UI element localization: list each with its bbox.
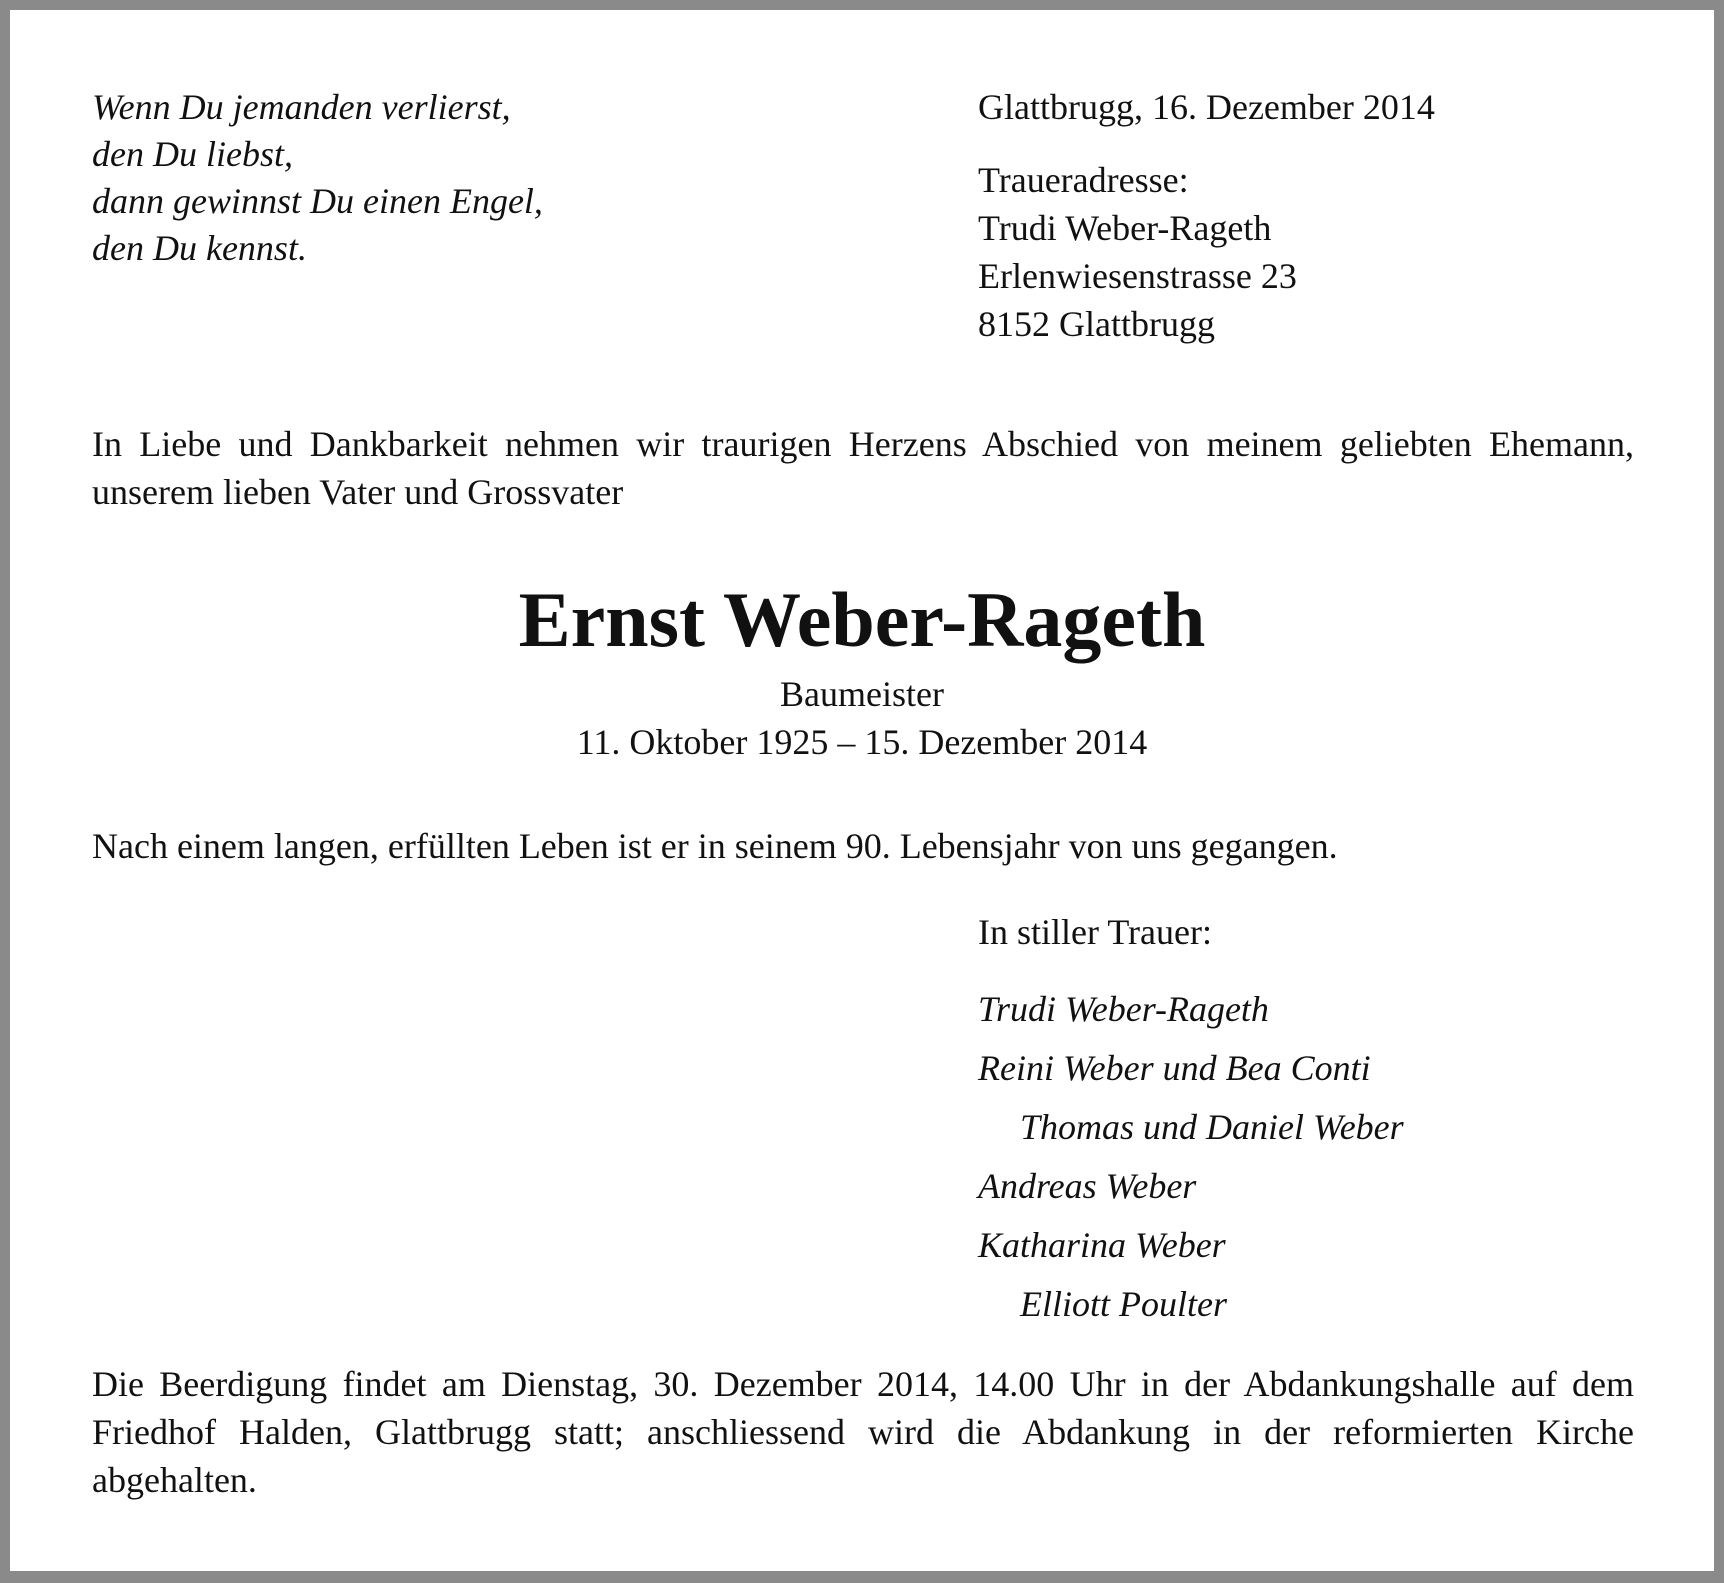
- mourner-name: Thomas und Daniel Weber: [1020, 1107, 1404, 1147]
- deceased-lifespan: 11. Oktober 1925 – 15. Dezember 2014: [576, 722, 1148, 762]
- mourning-address-street: Erlenwiesenstrasse 23: [978, 256, 1297, 296]
- obituary-page: [10, 10, 1714, 1571]
- poem-line-4: den Du kennst.: [92, 228, 307, 268]
- mourning-heading: In stiller Trauer:: [978, 912, 1212, 952]
- mourner-name: Katharina Weber: [978, 1225, 1226, 1265]
- funeral-text: Die Beerdigung findet am Dienstag, 30. Dezember 2014, 14.00 Uhr in der Abdankungshalle auf dem Friedhof Halden, Glattbrugg statt; anschliessend wird die Abdankung in der reformierten Kirche abgehalten.: [92, 1364, 1634, 1500]
- place-date: Glattbrugg, 16. Dezember 2014: [978, 87, 1435, 127]
- mourning-address-heading: Traueradresse:: [978, 160, 1189, 200]
- mourning-address: [978, 156, 1297, 348]
- poem-line-3: dann gewinnst Du einen Engel,: [92, 181, 543, 221]
- poem: [92, 84, 543, 272]
- mourning-address-city: 8152 Glattbrugg: [978, 304, 1215, 344]
- life-text: Nach einem langen, erfüllten Leben ist er in seinem 90. Lebensjahr von uns gegangen.: [92, 826, 1338, 866]
- poem-line-1: Wenn Du jemanden verlierst,: [92, 87, 511, 127]
- deceased-profession: Baumeister: [780, 674, 944, 714]
- mourner-name: Andreas Weber: [978, 1166, 1197, 1206]
- mourners-list: [978, 980, 1404, 1334]
- mourner-name: Elliott Poulter: [1020, 1284, 1227, 1324]
- deceased-name: Ernst Weber-Rageth: [518, 576, 1206, 663]
- mourning-address-name: Trudi Weber-Rageth: [978, 208, 1272, 248]
- intro-text: In Liebe und Dankbarkeit nehmen wir traurigen Herzens Abschied von meinem geliebten Ehemann, unserem lieben Vater und Grossvater: [92, 424, 1634, 512]
- mourner-name: Trudi Weber-Rageth: [978, 989, 1269, 1029]
- mourner-name: Reini Weber und Bea Conti: [978, 1048, 1371, 1088]
- poem-line-2: den Du liebst,: [92, 134, 293, 174]
